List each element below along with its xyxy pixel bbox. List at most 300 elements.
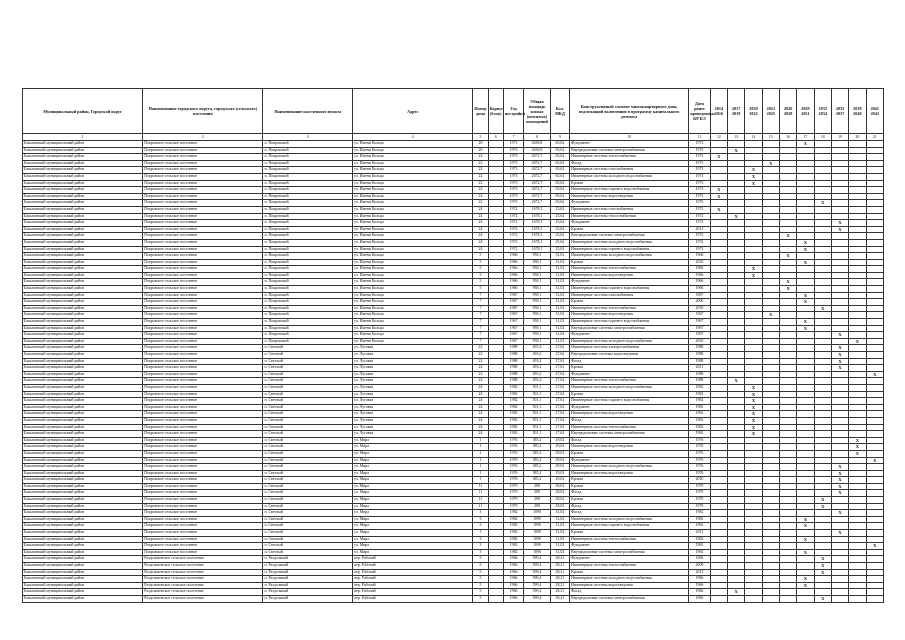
table-cell: 3 [473,523,488,530]
schedule-mark-cell [728,391,745,398]
table-cell: п. Покровский [263,180,353,187]
schedule-mark-cell [831,206,848,213]
schedule-mark-cell [710,483,727,490]
table-cell: 28,21 [550,582,569,589]
table-cell: п. Покровский [263,279,353,286]
schedule-mark-cell [831,239,848,246]
schedule-mark-cell [762,404,779,411]
schedule-mark-cell [745,286,762,293]
schedule-mark-cell [779,378,796,385]
schedule-mark-cell [866,437,884,444]
table-row [23,378,884,385]
table-cell: 3 [473,530,488,537]
table-cell: 22 [473,167,488,174]
schedule-mark-cell [728,477,745,484]
table-cell: ул. Имени Кольца [353,239,473,246]
schedule-mark-cell [814,213,831,220]
schedule-mark-cell [710,365,727,372]
table-cell: Бакалинский муниципальный район [23,180,143,187]
schedule-mark-cell [814,457,831,464]
schedule-mark-cell [814,325,831,332]
table-cell: Бакалинский муниципальный район [23,200,143,207]
table-cell: 1982 [689,411,710,418]
schedule-mark-cell [710,226,727,233]
table-cell: 501,1 [524,404,550,411]
table-cell: 1973 [689,160,710,167]
table-cell: 24 [473,246,488,253]
schedule-mark-cell [745,246,762,253]
schedule-mark-cell [710,543,727,550]
schedule-mark-cell [866,305,884,312]
table-cell: п. Светлый [263,543,353,550]
table-cell: п. Покровский [263,292,353,299]
table-cell: Внутридомовые системы электроснабжения [570,233,689,240]
table-cell [488,556,503,563]
table-row [23,477,884,484]
table-cell: 31,02 [550,523,569,530]
schedule-mark-cell [745,450,762,457]
table-cell: Раздольненское сельское поселение [143,595,263,602]
table-cell: 1982 [689,523,710,530]
table-row [23,569,884,576]
schedule-mark-cell [814,477,831,484]
table-cell: Кровля [570,226,689,233]
schedule-mark-cell [710,332,727,339]
schedule-mark-cell [762,424,779,431]
table-cell [488,470,503,477]
schedule-mark-cell [797,286,814,293]
schedule-mark-cell [762,398,779,405]
schedule-mark-cell [710,246,727,253]
table-cell: Бакалинский муниципальный район [23,523,143,530]
table-cell: 1976 [503,470,523,477]
table-cell: Инженерные системы холодного водоснабжения [570,384,689,391]
table-cell: 385,2 [524,457,550,464]
schedule-mark-cell: X [745,398,762,405]
schedule-mark-cell [762,266,779,273]
table-row [23,299,884,306]
table-cell: 7 [473,312,488,319]
table-cell: Бакалинский муниципальный район [23,470,143,477]
table-cell: 1966 [689,266,710,273]
table-cell: 27,62 [550,398,569,405]
schedule-mark-cell [762,378,779,385]
table-cell: п. Светлый [263,424,353,431]
table-cell: 1966 [689,576,710,583]
table-cell: Покровское сельское поселение [143,187,263,194]
table-cell: Покровское сельское поселение [143,325,263,332]
schedule-mark-cell [797,457,814,464]
table-cell: Покровское сельское поселение [143,259,263,266]
table-cell: 288 [524,497,550,504]
table-cell: ул. Имени Кольца [353,220,473,227]
table-cell: п. Покровский [263,147,353,154]
table-cell: 1967 [689,292,710,299]
schedule-mark-cell [762,233,779,240]
schedule-mark-cell [797,411,814,418]
table-cell: Покровское сельское поселение [143,391,263,398]
schedule-mark-cell [797,384,814,391]
table-cell: 24 [473,404,488,411]
schedule-mark-cell [866,569,884,576]
table-cell: Бакалинский муниципальный район [23,477,143,484]
table-cell: п. Светлый [263,365,353,372]
schedule-mark-cell [779,246,796,253]
table-cell: 1982 [503,424,523,431]
table-cell: 5 [473,279,488,286]
table-cell: 31,02 [550,510,569,517]
table-cell: 2672,7 [524,167,550,174]
schedule-mark-cell [779,213,796,220]
schedule-mark-cell [745,569,762,576]
table-cell: 599,4 [524,595,550,602]
schedule-mark-cell: X [831,510,848,517]
schedule-mark-cell [849,239,866,246]
schedule-mark-cell [849,384,866,391]
schedule-mark-cell [728,582,745,589]
schedule-mark-cell: X [762,312,779,319]
table-cell: 385,2 [524,444,550,451]
schedule-mark-cell [849,576,866,583]
table-cell: 1972 [503,246,523,253]
schedule-mark-cell: X [745,391,762,398]
table-cell: ул. Имени Кольца [353,292,473,299]
table-cell: 1982 [689,398,710,405]
table-cell: пер. Рабочий [353,595,473,602]
table-cell: 1982 [503,516,523,523]
schedule-mark-cell [728,226,745,233]
table-cell: 1090 [524,549,550,556]
column-number: 4 [353,134,473,141]
table-cell: п. Светлый [263,444,353,451]
schedule-mark-cell [814,417,831,424]
schedule-mark-cell [814,187,831,194]
table-cell: Фундамент [570,404,689,411]
table-cell [488,213,503,220]
table-cell: 24 [473,226,488,233]
schedule-mark-cell [866,160,884,167]
table-row [23,141,884,148]
table-cell: Покровское сельское поселение [143,431,263,438]
schedule-mark-cell [866,233,884,240]
schedule-mark-cell [728,345,745,352]
table-cell: п. Раздольный [263,563,353,570]
schedule-mark-cell [779,543,796,550]
schedule-mark-cell [762,464,779,471]
schedule-mark-cell [710,536,727,543]
table-cell [488,332,503,339]
schedule-mark-cell [728,253,745,260]
table-cell: ул. Мира [353,483,473,490]
table-cell: 1972 [503,213,523,220]
table-cell: 27,62 [550,417,569,424]
column-number: 6 [488,134,503,141]
schedule-mark-cell [797,206,814,213]
table-cell: 25,62 [550,233,569,240]
table-cell: Бакалинский муниципальный район [23,286,143,293]
table-cell: п. Светлый [263,345,353,352]
schedule-mark-cell [728,516,745,523]
schedule-mark-cell [710,319,727,326]
schedule-mark-cell [831,384,848,391]
table-cell: ул. Имени Кольца [353,233,473,240]
table-cell: 1988 [503,378,523,385]
schedule-mark-cell [728,292,745,299]
schedule-mark-cell [797,424,814,431]
table-cell: п. Светлый [263,437,353,444]
schedule-mark-cell [762,154,779,161]
table-cell: 1972 [503,233,523,240]
column-header: 2014 2016 [710,89,727,134]
schedule-mark-cell [797,417,814,424]
table-cell: 958,1 [524,312,550,319]
schedule-mark-cell [745,259,762,266]
table-cell: 1966 [503,569,523,576]
schedule-mark-cell [779,200,796,207]
schedule-mark-cell [745,358,762,365]
table-cell: 1988 [503,358,523,365]
table-cell: 385,2 [524,470,550,477]
schedule-mark-cell [710,292,727,299]
table-cell [488,312,503,319]
schedule-mark-cell [745,213,762,220]
table-cell: п. Покровский [263,325,353,332]
table-cell: ул. Имени Кольца [353,213,473,220]
schedule-mark-cell [779,259,796,266]
table-cell: ул. Имени Кольца [353,160,473,167]
table-cell: 24 [473,213,488,220]
schedule-mark-cell [779,272,796,279]
schedule-mark-cell [797,431,814,438]
table-cell: 1976 [689,464,710,471]
table-cell [488,266,503,273]
table-cell: Раздольненское сельское поселение [143,569,263,576]
schedule-mark-cell [849,582,866,589]
table-cell [488,437,503,444]
schedule-mark-cell [779,595,796,602]
table-cell: Бакалинский муниципальный район [23,582,143,589]
table-cell: 1966 [689,272,710,279]
schedule-mark-cell [745,233,762,240]
schedule-mark-cell [814,444,831,451]
table-cell: 27,62 [550,365,569,372]
table-cell: 1988 [689,378,710,385]
table-cell: 24 [473,398,488,405]
table-cell: 1988 [503,365,523,372]
schedule-mark-cell [728,424,745,431]
table-cell: 599,4 [524,576,550,583]
schedule-mark-cell [762,437,779,444]
table-cell: Бакалинский муниципальный район [23,589,143,596]
table-cell: Фундамент [570,220,689,227]
schedule-mark-cell [762,477,779,484]
table-cell [488,319,503,326]
schedule-mark-cell [779,563,796,570]
table-cell [488,352,503,359]
table-cell: п. Светлый [263,457,353,464]
schedule-mark-cell [831,411,848,418]
table-row [23,510,884,517]
schedule-mark-cell [866,206,884,213]
table-cell [488,589,503,596]
table-cell: ул. Мира [353,536,473,543]
table-cell: 1966 [689,253,710,260]
table-cell: Инженерные системы холодного водоснабжения [570,576,689,583]
table-row [23,259,884,266]
schedule-mark-cell [814,239,831,246]
schedule-mark-cell [779,384,796,391]
schedule-mark-cell [849,477,866,484]
table-cell: п. Светлый [263,483,353,490]
table-cell: 385,2 [524,450,550,457]
schedule-mark-cell [710,147,727,154]
schedule-mark-cell [710,312,727,319]
table-cell: ул. Луговая [353,417,473,424]
table-cell: Кровля [570,259,689,266]
table-cell: 1976 [503,477,523,484]
table-cell [488,576,503,583]
schedule-mark-cell [831,404,848,411]
table-cell: ул. Луговая [353,398,473,405]
table-cell: 1 [473,444,488,451]
schedule-mark-cell [866,510,884,517]
schedule-mark-cell: X [831,530,848,537]
table-cell: 2009 [689,563,710,570]
table-cell: 28,21 [550,563,569,570]
schedule-mark-cell: X [745,384,762,391]
column-header: Общая площадь жилых (нежилых) помещений [524,89,550,134]
schedule-mark-cell [710,141,727,148]
table-cell: 1966 [503,576,523,583]
schedule-mark-cell [710,239,727,246]
column-header: 2032 2034 [814,89,831,134]
table-cell: ул. Имени Кольца [353,141,473,148]
schedule-mark-cell [831,246,848,253]
table-cell [488,299,503,306]
schedule-mark-cell [762,358,779,365]
schedule-mark-cell: X [797,246,814,253]
table-cell: 65,62 [550,193,569,200]
table-cell: 1979 [689,497,710,504]
schedule-mark-cell [762,319,779,326]
table-cell: 24 [473,233,488,240]
table-cell: 1982 [689,424,710,431]
table-cell: Бакалинский муниципальный район [23,490,143,497]
table-cell: 1678,1 [524,239,550,246]
schedule-mark-cell [797,556,814,563]
schedule-mark-cell [779,424,796,431]
schedule-mark-cell [797,391,814,398]
table-cell: 501,1 [524,391,550,398]
table-cell: 65,62 [550,187,569,194]
schedule-mark-cell: X [831,345,848,352]
schedule-mark-cell [849,510,866,517]
table-cell: 24 [473,417,488,424]
schedule-mark-cell [866,352,884,359]
schedule-mark-cell [849,365,866,372]
table-cell: Бакалинский муниципальный район [23,450,143,457]
schedule-mark-cell [814,516,831,523]
table-cell: Инженерные системы горячего водоснабжения [570,286,689,293]
table-cell: 1973 [503,167,523,174]
schedule-mark-cell [814,141,831,148]
table-cell [488,450,503,457]
schedule-mark-cell [710,325,727,332]
table-row [23,220,884,227]
schedule-mark-cell [762,279,779,286]
table-cell: 1967 [503,319,523,326]
schedule-mark-cell [797,490,814,497]
table-cell: 1973 [689,154,710,161]
schedule-mark-cell [762,180,779,187]
schedule-mark-cell: X [797,516,814,523]
table-cell: 7 [473,325,488,332]
schedule-mark-cell: X [814,200,831,207]
table-cell: 28,21 [550,556,569,563]
schedule-mark-cell [866,417,884,424]
table-cell: 1972 [689,233,710,240]
table-cell: Покровское сельское поселение [143,358,263,365]
table-cell: 22 [473,358,488,365]
schedule-mark-cell [762,167,779,174]
table-cell: Бакалинский муниципальный район [23,253,143,260]
schedule-mark-cell [779,147,796,154]
table-cell: ул. Мира [353,543,473,550]
table-cell: 385,2 [524,464,550,471]
table-cell: п. Покровский [263,141,353,148]
table-cell: Кровля [570,497,689,504]
schedule-mark-cell [745,226,762,233]
schedule-mark-cell [728,483,745,490]
schedule-mark-cell [849,549,866,556]
table-cell: Кровля [570,450,689,457]
schedule-mark-cell [728,332,745,339]
schedule-mark-cell [710,582,727,589]
table-cell: пер. Рабочий [353,569,473,576]
schedule-mark-cell [710,279,727,286]
schedule-mark-cell [710,490,727,497]
schedule-mark-cell [866,483,884,490]
schedule-mark-cell [762,292,779,299]
table-cell: 31,02 [550,286,569,293]
schedule-mark-cell [710,220,727,227]
table-cell [488,503,503,510]
table-cell: 1966 [503,563,523,570]
schedule-mark-cell [849,220,866,227]
table-cell: 1966 [689,589,710,596]
table-cell: Фасад [570,437,689,444]
schedule-mark-cell [779,549,796,556]
table-cell: 5 [473,556,488,563]
schedule-mark-cell [728,563,745,570]
column-header: Кол. МКД [550,89,569,134]
schedule-mark-cell [797,345,814,352]
table-cell: Инженерные системы теплоснабжения [570,378,689,385]
schedule-mark-cell [849,233,866,240]
table-cell: 1976 [689,437,710,444]
schedule-mark-cell [762,536,779,543]
schedule-mark-cell: X [797,319,814,326]
table-cell: п. Покровский [263,272,353,279]
schedule-mark-cell [762,417,779,424]
table-row [23,206,884,213]
table-cell: п. Покровский [263,253,353,260]
column-header: Дата ранее проведенных КР КЭ [689,89,710,134]
table-cell: 2672,7 [524,200,550,207]
schedule-mark-cell [728,272,745,279]
schedule-mark-cell [814,253,831,260]
schedule-mark-cell [728,233,745,240]
